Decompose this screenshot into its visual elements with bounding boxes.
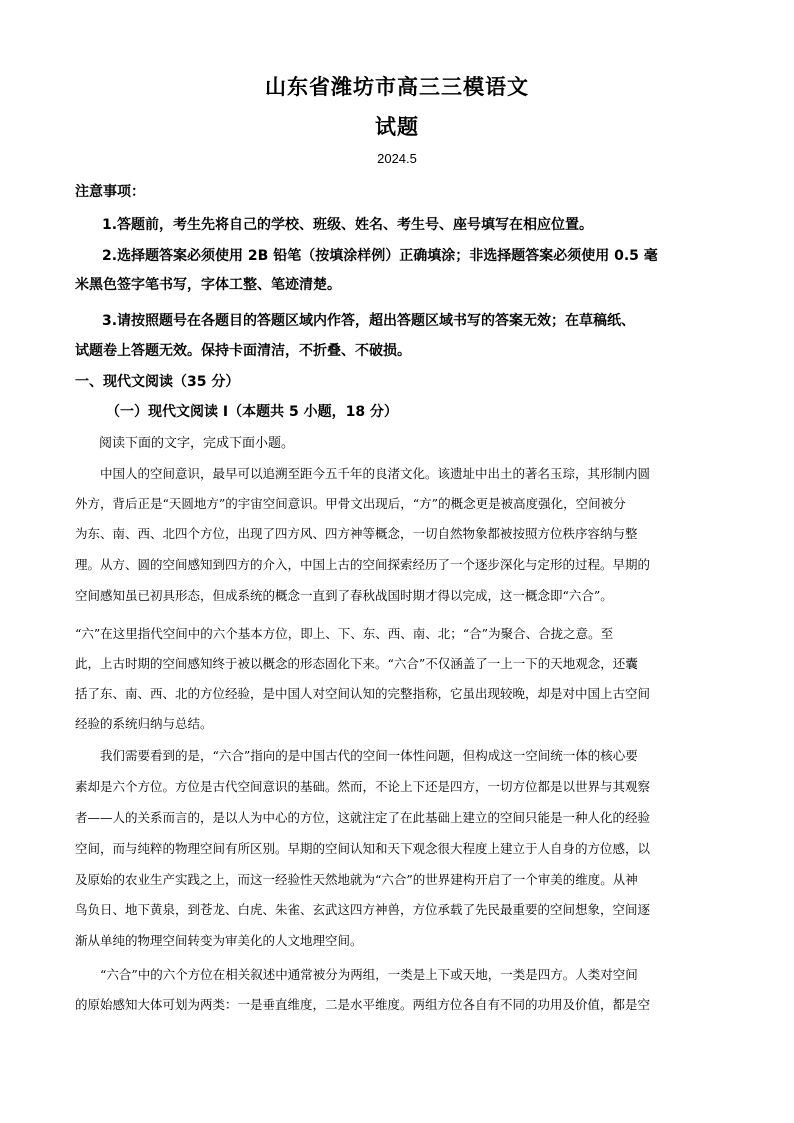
passage-line: 空间，而与纯粹的物理空间有所区别。早期的空间认知和天下观念很大程度上建立于人自身的方位感，以 — [75, 841, 651, 856]
passage-line: 及原始的农业生产实践之上，而这一经验性天然地就为“六合”的世界建构开启了一个审美的维度。从神 — [75, 872, 638, 887]
passage-line: 鸟负日、地下黄泉，到苍龙、白虎、朱雀、玄武这四方神兽，方位承载了先民最重要的空间想象，空间逐 — [75, 902, 651, 917]
section-subheading: （一）现代文阅读 I（本题共 5 小题，18 分） — [106, 404, 398, 420]
passage-line: 的原始感知大体可划为两类：一是垂直维度，二是水平维度。两组方位各自有不同的功用及价值，都是空 — [75, 997, 651, 1012]
document-title: 山东省潍坊市高三三模语文 — [265, 75, 529, 99]
passage-line: 中国人的空间意识，最早可以追溯至距今五千年的良渚文化。该遗址中出土的著名玉琮，其形制内圆 — [100, 466, 651, 481]
passage-line: 此，上古时期的空间感知终于被以概念的形态固化下来。“六合”不仅涵盖了一上一下的天地观念，还囊 — [75, 656, 638, 671]
passage-line: “六”在这里指代空间中的六个基本方位，即上、下、东、西、南、北；“合”为聚合、合拢之意。至 — [75, 626, 614, 641]
notice-item-2: 2.选择题答案必须使用 2B 铅笔（按填涂样例）正确填涂；非选择题答案必须使用 0.5 毫 — [102, 248, 658, 264]
section-heading: 一、现代文阅读（35 分） — [75, 374, 240, 390]
passage-line: 外方，背后正是“天圆地方”的宇宙空间意识。甲骨文出现后，“方”的概念更是被高度强化，空间被分 — [75, 496, 626, 511]
passage-line: 我们需要看到的是，“六合”指向的是中国古代的空间一体性问题，但构成这一空间统一体的核心要 — [100, 748, 638, 763]
notice-heading: 注意事项： — [75, 184, 145, 200]
passage-line: 括了东、南、西、北的方位经验，是中国人对空间认知的完整指称，它虽出现较晚，却是对中国上古空间 — [75, 686, 651, 701]
reading-instruction: 阅读下面的文字，完成下面小题。 — [99, 436, 295, 451]
notice-item-3-continued: 试题卷上答题无效。保持卡面清洁，不折叠、不破损。 — [75, 343, 411, 359]
passage-line: 经验的系统归纳与总结。 — [75, 716, 213, 731]
passage-line: 为东、南、西、北四个方位，出现了四方风、四方神等概念，一切自然物象都被按照方位秩序容纳与整 — [75, 526, 638, 541]
document-date: 2024.5 — [377, 151, 417, 166]
document-title-continued: 试题 — [375, 115, 419, 139]
passage-line: “六合”中的六个方位在相关叙述中通常被分为两组，一类是上下或天地，一类是四方。人类对空间 — [100, 967, 638, 982]
notice-item-2-continued: 米黑色签字笔书写，字体工整、笔迹清楚。 — [75, 277, 341, 293]
notice-item-1: 1.答题前，考生先将自己的学校、班级、姓名、考生号、座号填写在相应位置。 — [102, 217, 594, 233]
passage-line: 理。从方、圆的空间感知到四方的介入，中国上古的空间探索经历了一个逐步深化与定形的过程。早期的 — [75, 557, 651, 572]
passage-line: 素却是六个方位。方位是古代空间意识的基础。然而，不论上下还是四方，一切方位都是以世界与其观察 — [75, 779, 651, 794]
passage-line: 空间感知虽已初具形态，但成系统的概念一直到了春秋战国时期才得以完成，这一概念即“六合”。 — [75, 588, 613, 603]
notice-item-3: 3.请按照题号在各题目的答题区域内作答，超出答题区域书写的答案无效；在草稿纸、 — [102, 313, 636, 329]
passage-line: 者——人的关系而言的，是以人为中心的方位，这就注定了在此基础上建立的空间只能是一种人化的经验 — [75, 810, 651, 825]
passage-line: 渐从单纯的物理空间转变为审美化的人文地理空间。 — [75, 933, 363, 948]
